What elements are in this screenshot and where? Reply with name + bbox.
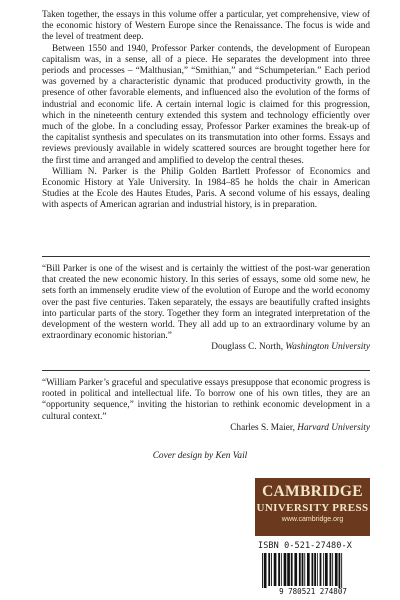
publisher-logo [255,478,370,536]
barcode-bar [341,553,342,588]
quote-affiliation: Washington University [285,342,370,353]
barcode-bar [294,553,297,586]
quote-attribution [42,342,370,353]
barcode-bar [330,553,332,586]
barcode-bar [312,553,314,586]
description-paragraph: Taken together, the essays in this volume offer a particular, yet comprehensive, view of the economic history of Western Europe since the Renaissance. The focus is wide and the level of treatment deep. [42,10,370,43]
review-quote-north [42,264,370,354]
barcode-number: 9 780521 274807 [279,587,347,596]
barcode-bar [335,553,338,586]
description-paragraph: Between 1550 and 1940, Professor Parker contends, the development of European capitalism was, in a sense, all of a piece. He separates the development into three periods and processes – “Malthusian,” “Smithian,” and “Schumpeterian.” Each period was governed by a characteristic dynamic that produced productivity growth, in the presence of other favorable elements, and influenced also the evolution of the forms of industrial and economic life. A certain internal logic is claimed for this progression, which in the nineteenth century extended this system and technology efficiently over much of the globe. In a concluding essay, Professor Parker examines the break-up of the capitalist synthesis and speculates on its transmutation into other forms. Essays and reviews previously available in widely scattered sources are brought together here for the first time and arranged and amplified to develop the central theses. [42,43,370,166]
barcode-bar [302,553,304,586]
barcode-bar [314,553,316,586]
barcode-bar [325,553,328,586]
quote-text: “William Parker’s graceful and speculative essays presuppose that economic progress is rooted in political and intellectual life. To borrow one of his own titles, they are an “opportunity sequence,” inviting the historian to rethink economic development in a cultural context.” [42,378,370,422]
barcode-bar [317,553,318,586]
quote-text: “Bill Parker is one of the wisest and is certainly the wittiest of the post-war generation that created the new economic history. In this series of essays, some old some new, he sets forth an immensely erudite view of the evolution of Europe and the world economy over the past five centuries. Taken separately, the essays are beautifully crafted insights into particular parts of the story. Together they form an integrated interpretation of the development of the western world. They all add up to an extraordinary volume by an extraordinary economic historian.” [42,264,370,342]
quote-author: Charles S. Maier, [230,422,295,433]
quote-author: Douglass C. North, [211,342,284,353]
barcode-bar [268,553,270,586]
barcode-bar [271,553,272,586]
barcode-bar [339,553,341,588]
publisher-name-line2: UNIVERSITY PRESS [256,502,369,514]
barcode [256,552,370,596]
publisher-name-line1: CAMBRIDGE [262,483,363,500]
barcode-bar [264,553,267,588]
book-description [42,10,370,212]
review-quote-maier [42,378,370,434]
barcode-bar [281,553,282,586]
divider-line [42,256,370,257]
barcode-bar [262,553,263,588]
barcode-bars [262,553,342,588]
barcode-bar [307,553,310,586]
barcode-bar [299,553,301,586]
publisher-url: www.cambridge.org [281,516,344,523]
barcode-bar [320,553,322,586]
barcode-bar [304,553,305,586]
barcode-bar [332,553,333,586]
isbn-label: ISBN 0-521-27480-X [258,541,352,551]
barcode-bar [287,553,290,586]
cover-credit: Cover design by Ken Vail [152,451,248,461]
quote-attribution [42,423,370,434]
author-bio-paragraph: William N. Parker is the Philip Golden Bartlett Professor of Economics and Economic History at Yale University. In 1984–85 he holds the chair in American Studies at the Ecole des Hautes Etudes, Paris. A second volume of his essays, dealing with aspects of American agrarian and industrial history, is in preparation. [42,166,370,211]
barcode-bar [323,553,324,586]
barcode-bar [291,553,293,586]
divider-line [42,370,370,371]
quote-affiliation: Harvard University [297,422,370,433]
barcode-bar [274,553,277,586]
barcode-bar [278,553,280,586]
barcode-bar [284,553,287,586]
